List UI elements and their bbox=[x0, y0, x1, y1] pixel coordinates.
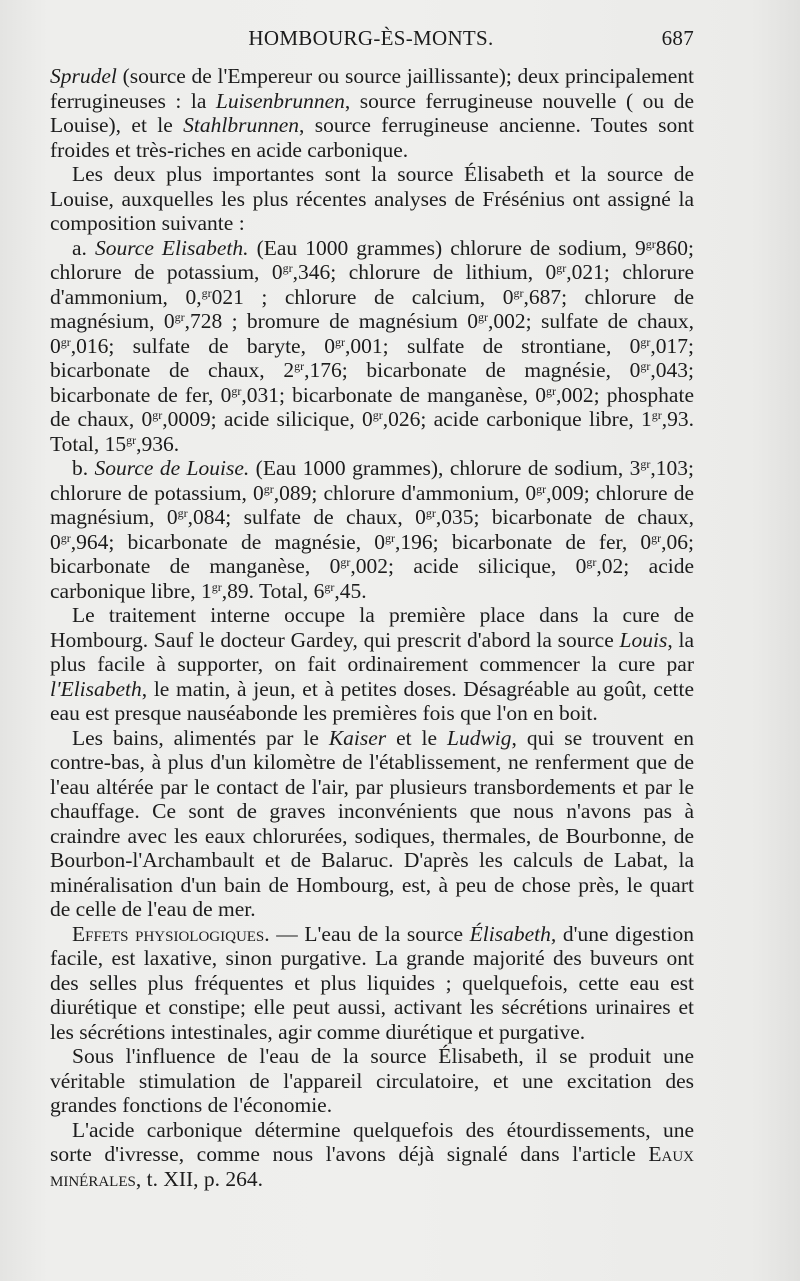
unit-sup: gr bbox=[536, 481, 547, 496]
text-run: (Eau 1000 grammes) chlorure de sodium, 9 bbox=[248, 235, 646, 260]
text-run: ,001; sulfate de strontiane, 0 bbox=[345, 333, 641, 358]
unit-sup: gr bbox=[546, 383, 556, 398]
text-run: ,026; acide carbonique libre, 1 bbox=[382, 407, 652, 431]
paragraph: Les deux plus importantes sont la source Élisabeth et la source de Louise, auxquelles les plus récentes analyses de Frésénius ont assigné la composition suivante : bbox=[50, 162, 694, 235]
unit-sup: gr bbox=[651, 408, 662, 422]
unit-sup: gr bbox=[425, 506, 436, 520]
unit-sup: gr bbox=[513, 285, 524, 300]
paragraph bbox=[50, 922, 694, 1045]
text-run: L'acide carbonique détermine quelquefois des étourdissements, une sorte d'ivresse, comme nous l'avons déjà signalé dans l'article bbox=[50, 1117, 694, 1166]
text-run: ,06; bicarbonate de manganèse, 0 bbox=[50, 529, 694, 578]
page-number: 687 bbox=[661, 26, 694, 50]
italic-term: Source de Louise. bbox=[94, 456, 250, 480]
text-run: ,964; bicarbonate de magnésie, 0 bbox=[70, 529, 386, 554]
paragraph: Sous l'influence de l'eau de la source Élisabeth, il se produit une véritable stimulation de l'appareil circulatoire, et une excitation des grandes fonctions de l'économie. bbox=[50, 1044, 694, 1117]
unit-sup: gr bbox=[282, 261, 293, 275]
text-run: — L'eau de la source bbox=[269, 921, 470, 946]
text-run: ,0009; acide silicique, 0 bbox=[162, 407, 373, 431]
unit-sup: gr bbox=[556, 261, 567, 275]
italic-term: Source Elisabeth. bbox=[94, 235, 249, 260]
unit-sup: gr bbox=[201, 285, 212, 300]
unit-sup: gr bbox=[174, 310, 185, 324]
unit-sup: gr bbox=[263, 481, 274, 496]
text-run: ,002; sulfate de chaux, 0 bbox=[50, 309, 694, 358]
unit-sup: gr bbox=[152, 408, 163, 422]
unit-sup: gr bbox=[640, 334, 651, 349]
text-run: ,089; chlorure d'ammonium, 0 bbox=[273, 480, 537, 505]
text-run: ,017; bicarbonate de chaux, 2 bbox=[50, 333, 695, 382]
text-run: ,176; bicarbonate de magnésie, 0 bbox=[304, 358, 641, 382]
text-run: , source ferrugineuse ancienne. Toutes sont froides et très-riches en acide carbonique. bbox=[50, 113, 694, 162]
unit-sup: gr bbox=[126, 432, 137, 447]
text-run: , t. XII, p. 264. bbox=[135, 1166, 264, 1191]
text-run: ,346; chlorure de lithium, 0 bbox=[292, 260, 557, 284]
unit-sup: gr bbox=[60, 530, 71, 545]
italic-term: Stahlbrunnen bbox=[183, 113, 300, 137]
text-run: ,035; bicarbonate de chaux, 0 bbox=[50, 505, 694, 554]
text-run: , le matin, à jeun, et à petites doses. Désagréable au goût, cette eau est presque nauséabonde les premières fois que l'on en boit. bbox=[50, 676, 694, 725]
text-run: ,021; chlorure d'ammonium, 0, bbox=[50, 260, 694, 309]
unit-sup: gr bbox=[324, 579, 335, 594]
text-run: ,728 ; bromure de magnésium 0 bbox=[184, 309, 478, 333]
text-run: Les bains, alimentés par le bbox=[72, 725, 329, 750]
text-run: ,02; acide carbonique libre, 1 bbox=[50, 554, 695, 603]
italic-term: Louis bbox=[619, 627, 668, 652]
italic-term: Élisabeth, bbox=[469, 921, 557, 946]
body-text bbox=[50, 64, 694, 1191]
text-run: et le bbox=[386, 725, 448, 750]
text-run: ,89. Total, 6 bbox=[221, 578, 325, 603]
italic-term: Kaiser bbox=[328, 725, 387, 750]
text-run: ,103; chlorure de potassium, 0 bbox=[50, 456, 694, 505]
unit-sup: gr bbox=[372, 408, 383, 422]
text-run: ,031; bicarbonate de manganèse, 0 bbox=[241, 382, 546, 407]
text-run: 860; chlorure de potassium, 0 bbox=[50, 235, 694, 284]
text-run: , la plus facile à supporter, on fait ordinairement commencer la cure par bbox=[50, 627, 694, 676]
text-run: ,016; sulfate de baryte, 0 bbox=[70, 333, 336, 358]
unit-sup: gr bbox=[231, 383, 242, 398]
unit-sup: gr bbox=[211, 579, 222, 594]
unit-sup: gr bbox=[586, 555, 597, 569]
text-run: 021 ; chlorure de calcium, 0 bbox=[211, 284, 514, 309]
unit-sup: gr bbox=[177, 506, 188, 520]
unit-sup: gr bbox=[640, 359, 651, 373]
unit-sup: gr bbox=[340, 555, 351, 569]
text-run: , source ferrugineuse nouvelle ( ou de Louise), et le bbox=[50, 88, 695, 137]
text-run: ,93. Total, 15 bbox=[50, 407, 694, 456]
running-title: HOMBOURG-ÈS-MONTS. bbox=[248, 26, 494, 50]
italic-term: Luisenbrunnen bbox=[215, 88, 345, 113]
text-run: ,043; bicarbonate de fer, 0 bbox=[50, 358, 694, 407]
paragraph bbox=[50, 603, 694, 726]
text-run: (source de l'Empereur ou source jaillissante); deux principalement ferrugineuses : la bbox=[50, 64, 694, 113]
unit-sup: gr bbox=[60, 334, 71, 349]
unit-sup: gr bbox=[335, 334, 346, 349]
unit-sup: gr bbox=[294, 359, 305, 373]
paragraph bbox=[50, 1118, 694, 1192]
unit-sup: gr bbox=[651, 530, 662, 545]
italic-term: Sprudel bbox=[50, 64, 117, 88]
unit-sup: gr bbox=[478, 310, 488, 324]
text-run: , qui se trouvent en contre-bas, à plus d'un kilomètre de l'établissement, ne renferment que de l'eau altérée par le contact de l'air, par plusieurs transbordements et par le chauffage. Ce sont de graves inconvénients que nous n'avons pas à craindre avec les eaux chlorurées, sodiques, thermales, de Bourbonne, de Bourbon-l'Archambault et de Balaruc. D'après les calculs de Labat, la minéralisation d'un bain de Hombourg, est, à peu de chose près, le quart de celle de l'eau de mer. bbox=[50, 725, 694, 921]
text-run: (Eau 1000 grammes), chlorure de sodium, 3 bbox=[249, 456, 641, 480]
text-run: ,009; chlorure de magnésium, 0 bbox=[50, 480, 694, 529]
analysis-louise bbox=[50, 456, 694, 603]
text-run: ,002; phosphate de chaux, 0 bbox=[50, 382, 694, 431]
text-run: d'une digestion facile, est laxative, sinon purgative. La grande majorité des buveurs ont des selles plus fréquentes et plus liquides ; quelquefois, cette eau est diurétique et constipe; elle peut aussi, activant les sécrétions urinaires et les sécrétions intestinales, agir comme diurétique et purgative. bbox=[50, 921, 695, 1044]
analysis-elisabeth bbox=[50, 236, 694, 457]
italic-term: l'Elisabeth bbox=[50, 676, 142, 701]
text-run: b. bbox=[72, 456, 95, 480]
unit-sup: gr bbox=[385, 530, 396, 545]
text-run: ,936. bbox=[136, 431, 180, 456]
text-run: ,687; chlorure de magnésium, 0 bbox=[50, 284, 694, 333]
section-heading: Effets physiologiques. bbox=[72, 921, 270, 946]
text-run: Le traitement interne occupe la première place dans la cure de Hombourg. Sauf le docteur Gardey, qui prescrit d'abord la source bbox=[50, 603, 694, 652]
text-run: ,45. bbox=[334, 578, 367, 603]
cross-reference: Eaux minérales bbox=[50, 1142, 694, 1191]
paragraph bbox=[50, 64, 694, 162]
text-run: a. bbox=[72, 235, 95, 260]
running-header bbox=[48, 26, 694, 60]
italic-term: Ludwig bbox=[447, 725, 512, 750]
unit-sup: gr bbox=[645, 236, 656, 251]
unit-sup: gr bbox=[640, 457, 651, 471]
text-run: ,084; sulfate de chaux, 0 bbox=[187, 505, 426, 529]
paragraph bbox=[50, 726, 694, 922]
text-run: ,196; bicarbonate de fer, 0 bbox=[395, 529, 652, 554]
text-run: ,002; acide silicique, 0 bbox=[350, 554, 587, 578]
